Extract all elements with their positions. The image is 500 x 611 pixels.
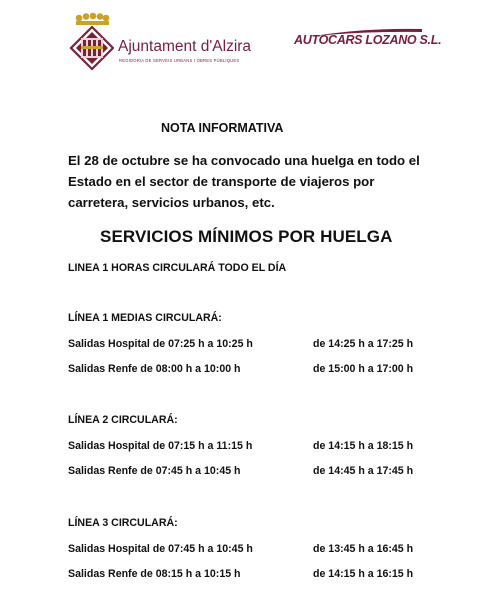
section-heading: LÍNEA 2 CIRCULARÁ:: [68, 414, 178, 426]
schedule-right: de 14:15 h a 16:15 h: [313, 568, 414, 580]
schedule-right: de 14:25 h a 17:25 h: [313, 338, 414, 350]
alzira-crest-logo: [68, 12, 114, 74]
section-heading: LÍNEA 3 CIRCULARÁ:: [68, 517, 178, 529]
schedule-right: de 13:45 h a 16:45 h: [313, 543, 414, 555]
section-heading: LÍNEA 1 MEDIAS CIRCULARÁ:: [68, 312, 222, 324]
header: [0, 0, 500, 90]
schedule-left: Salidas Renfe de 07:45 h a 10:45 h: [68, 465, 241, 477]
note-heading: NOTA INFORMATIVA: [161, 121, 284, 135]
schedule-right: de 15:00 h a 17:00 h: [313, 363, 414, 375]
intro-paragraph: El 28 de octubre se ha convocado una huelga en todo el Estado en el sector de transporte de viajeros por carretera, servicios urbanos, etc.: [68, 153, 420, 210]
page-title: SERVICIOS MÍNIMOS POR HUELGA: [100, 227, 393, 246]
schedule-left: Salidas Hospital de 07:15 h a 11:15 h: [68, 440, 253, 452]
line1-hours-text: LINEA 1 HORAS CIRCULARÁ TODO EL DÍA: [68, 262, 287, 274]
autocars-lozano-logo: [294, 27, 442, 61]
autocars-name: AUTOCARS LOZANO S.L.: [294, 33, 442, 47]
schedule-right: de 14:15 h a 18:15 h: [313, 440, 414, 452]
schedule-left: Salidas Hospital de 07:25 h a 10:25 h: [68, 338, 253, 350]
ajuntament-name: Ajuntament d'Alzira: [118, 38, 252, 55]
schedule-left: Salidas Hospital de 07:45 h a 10:45 h: [68, 543, 253, 555]
ajuntament-subtitle: REGIDORIA DE SERVEIS URBANS I OBRES PÚBLIQUES: [119, 58, 240, 63]
schedule-left: Salidas Renfe de 08:15 h a 10:15 h: [68, 568, 241, 580]
schedule-left: Salidas Renfe de 08:00 h a 10:00 h: [68, 363, 241, 375]
schedule-right: de 14:45 h a 17:45 h: [313, 465, 414, 477]
